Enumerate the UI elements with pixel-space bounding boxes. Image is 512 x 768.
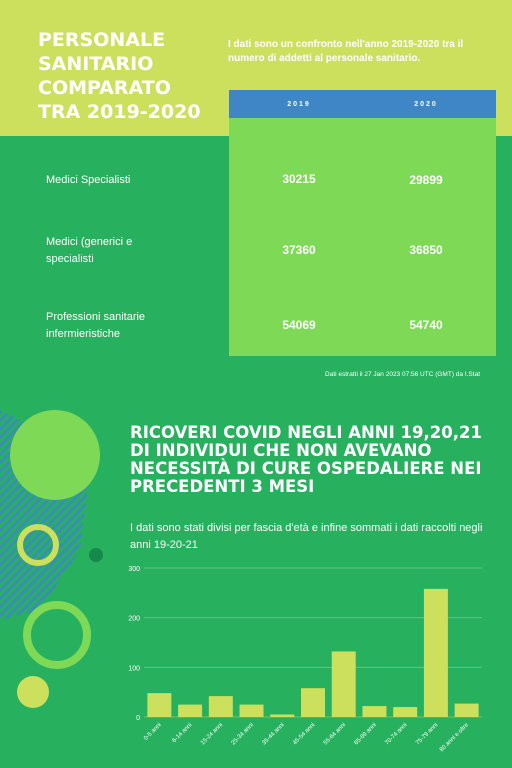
page-title: PERSONALE SANITARIO COMPARATO TRA 2019-2020 [38,29,201,123]
bar [147,693,171,717]
covid-section-title: RICOVERI COVID NEGLI ANNI 19,20,21 DI INDIVIDUI CHE NON AVEVANO NECESSITÀ DI CURE OSPEDALIERE NEI PRECEDENTI 3 MESI [130,423,482,496]
column-2019 [229,90,369,356]
row-label-infermieristiche: Professioni sanitarie infermieristiche [46,311,146,340]
column-2020 [356,90,496,356]
bar [362,706,386,717]
y-tick-label: 0 [136,715,140,722]
intro-text: I dati sono un confronto nell'anno 2019-2020 tra il numero di addetti al personale sanitario. [228,39,464,64]
x-tick-label: 70-74 anni [384,722,409,747]
value-medici-generici-2019: 37360 [282,243,316,257]
value-medici-specialisti-2019: 30215 [282,172,316,186]
value-medici-specialisti-2020: 29899 [409,173,443,187]
covid-section-subtitle: I dati sono stati divisi per fascia d'età e infine sommati i dati raccolti negli anni 19-20-21 [130,522,483,551]
bar [424,589,448,717]
bar [178,705,202,717]
value-infermieristiche-2020: 54740 [409,318,443,332]
y-tick-label: 200 [128,615,140,623]
bar [270,715,294,717]
bar [455,704,479,717]
x-tick-label: 35-44 anni [261,722,286,747]
y-tick-label: 300 [128,566,140,573]
row-label-medici-generici: Medici (generici e specialisti [46,236,133,265]
bar [301,688,325,717]
x-tick-label: 0-5 anni [143,722,163,742]
x-tick-label: 65-69 anni [353,722,378,747]
y-tick-label: 100 [128,665,140,673]
x-tick-label: 80 anni e oltre [438,722,471,754]
bar [393,707,417,717]
column-header-2020: 2020 [356,90,496,118]
value-infermieristiche-2019: 54069 [282,318,316,332]
x-tick-label: 25-34 anni [230,722,255,747]
x-tick-label: 6-14 anni [171,722,194,745]
x-tick-label: 75-79 anni [415,722,440,747]
covid-bar-chart [0,556,512,768]
x-tick-label: 55-64 anni [322,722,348,747]
column-header-2019: 2019 [229,90,369,118]
bar [332,651,356,717]
large-circle [10,410,100,500]
bar [209,696,233,717]
source-note: Dati estratti il 27 Jan 2023 07:56 UTC (GMT) da I.Stat [325,371,480,378]
value-medici-generici-2020: 36850 [409,243,443,257]
x-tick-label: 15-24 anni [199,722,225,747]
row-label-medici-specialisti: Medici Specialisti [46,174,131,186]
x-tick-label: 45-54 anni [292,722,317,747]
bar [240,705,264,717]
